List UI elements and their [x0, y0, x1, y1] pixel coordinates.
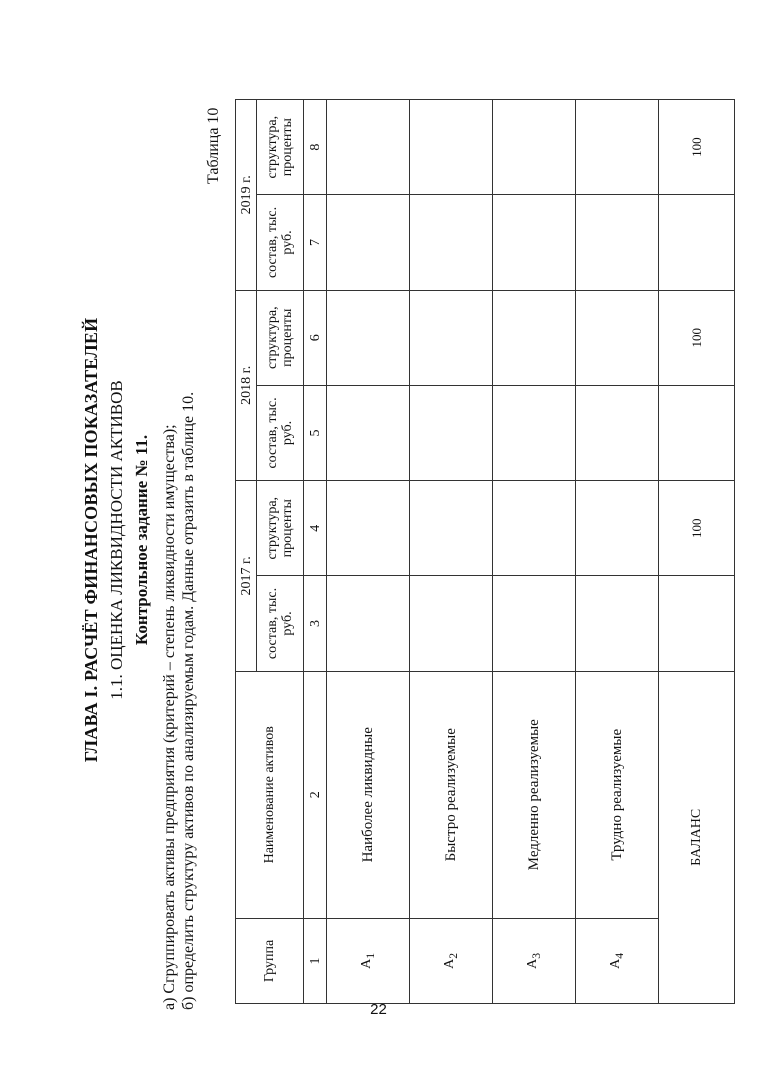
header-sostav: состав, тыс. руб.	[257, 576, 304, 671]
value-cell	[410, 385, 493, 480]
task-item-a: а) Сгруппировать активы предприятия (критерий – степень ликвидности имущества);	[161, 424, 178, 1010]
asset-name-cell: Трудно реализуемые	[576, 671, 659, 918]
balance-pct-2019: 100	[659, 100, 735, 195]
column-number: 3	[304, 576, 327, 671]
asset-name-cell: Наиболее ликвидные	[327, 671, 410, 918]
liquidity-table	[235, 99, 735, 1004]
value-cell	[493, 100, 576, 195]
chapter-title: ГЛАВА I. РАСЧЁТ ФИНАНСОВЫХ ПОКАЗАТЕЛЕЙ	[81, 317, 101, 763]
table-row-a2	[410, 100, 493, 1004]
column-number: 2	[304, 671, 327, 918]
column-number: 1	[304, 918, 327, 1003]
asset-name-cell: Быстро реализуемые	[410, 671, 493, 918]
value-cell	[410, 100, 493, 195]
group-cell: $A_1$	[327, 918, 410, 1003]
value-cell	[493, 385, 576, 480]
value-cell	[493, 576, 576, 671]
table-row-balance	[659, 100, 735, 1004]
task-item-b: б) определить структуру активов по анализируемым годам. Данные отразить в таблице 10.	[180, 391, 197, 1010]
value-cell	[576, 195, 659, 290]
page-number: 22	[370, 1001, 387, 1019]
value-cell	[576, 100, 659, 195]
value-cell	[576, 481, 659, 576]
value-cell	[327, 576, 410, 671]
header-year-2017: 2017 г.	[236, 481, 257, 672]
value-cell	[327, 385, 410, 480]
balance-pct-2018: 100	[659, 290, 735, 385]
table-row-a3	[493, 100, 576, 1004]
header-group: Группа	[236, 918, 304, 1003]
column-number: 5	[304, 385, 327, 480]
value-cell	[410, 481, 493, 576]
balance-label: БАЛАНС	[659, 671, 735, 1003]
section-title: 1.1. ОЦЕНКА ЛИКВИДНОСТИ АКТИВОВ	[107, 380, 126, 700]
value-cell	[327, 290, 410, 385]
value-cell	[659, 576, 735, 671]
table-caption: Таблица 10	[205, 107, 222, 184]
header-year-2019: 2019 г.	[236, 100, 257, 291]
column-number-row	[304, 100, 327, 1004]
balance-pct-2017: 100	[659, 481, 735, 576]
table-row-a1	[327, 100, 410, 1004]
header-year-2018: 2018 г.	[236, 290, 257, 481]
value-cell	[327, 100, 410, 195]
group-cell: $A_2$	[410, 918, 493, 1003]
asset-name-cell: Медленно реализуемые	[493, 671, 576, 918]
column-number: 7	[304, 195, 327, 290]
value-cell	[410, 576, 493, 671]
value-cell	[327, 195, 410, 290]
column-number: 6	[304, 290, 327, 385]
value-cell	[493, 290, 576, 385]
column-number: 8	[304, 100, 327, 195]
header-struktura: структура, проценты	[257, 481, 304, 576]
value-cell	[410, 290, 493, 385]
header-struktura: структура, проценты	[257, 290, 304, 385]
table-row-a4	[576, 100, 659, 1004]
value-cell	[327, 481, 410, 576]
table-header-row	[236, 100, 257, 1004]
value-cell	[659, 385, 735, 480]
task-title: Контрольное задание № 11.	[132, 434, 151, 646]
header-struktura: структура, проценты	[257, 100, 304, 195]
value-cell	[493, 481, 576, 576]
column-number: 4	[304, 481, 327, 576]
value-cell	[576, 385, 659, 480]
value-cell	[659, 195, 735, 290]
header-sostav: состав, тыс. руб.	[257, 385, 304, 480]
value-cell	[493, 195, 576, 290]
header-asset-name: Наименование активов	[236, 671, 304, 918]
group-cell: $A_4$	[576, 918, 659, 1003]
group-cell: $A_3$	[493, 918, 576, 1003]
value-cell	[576, 290, 659, 385]
value-cell	[576, 576, 659, 671]
value-cell	[410, 195, 493, 290]
header-sostav: состав, тыс. руб.	[257, 195, 304, 290]
